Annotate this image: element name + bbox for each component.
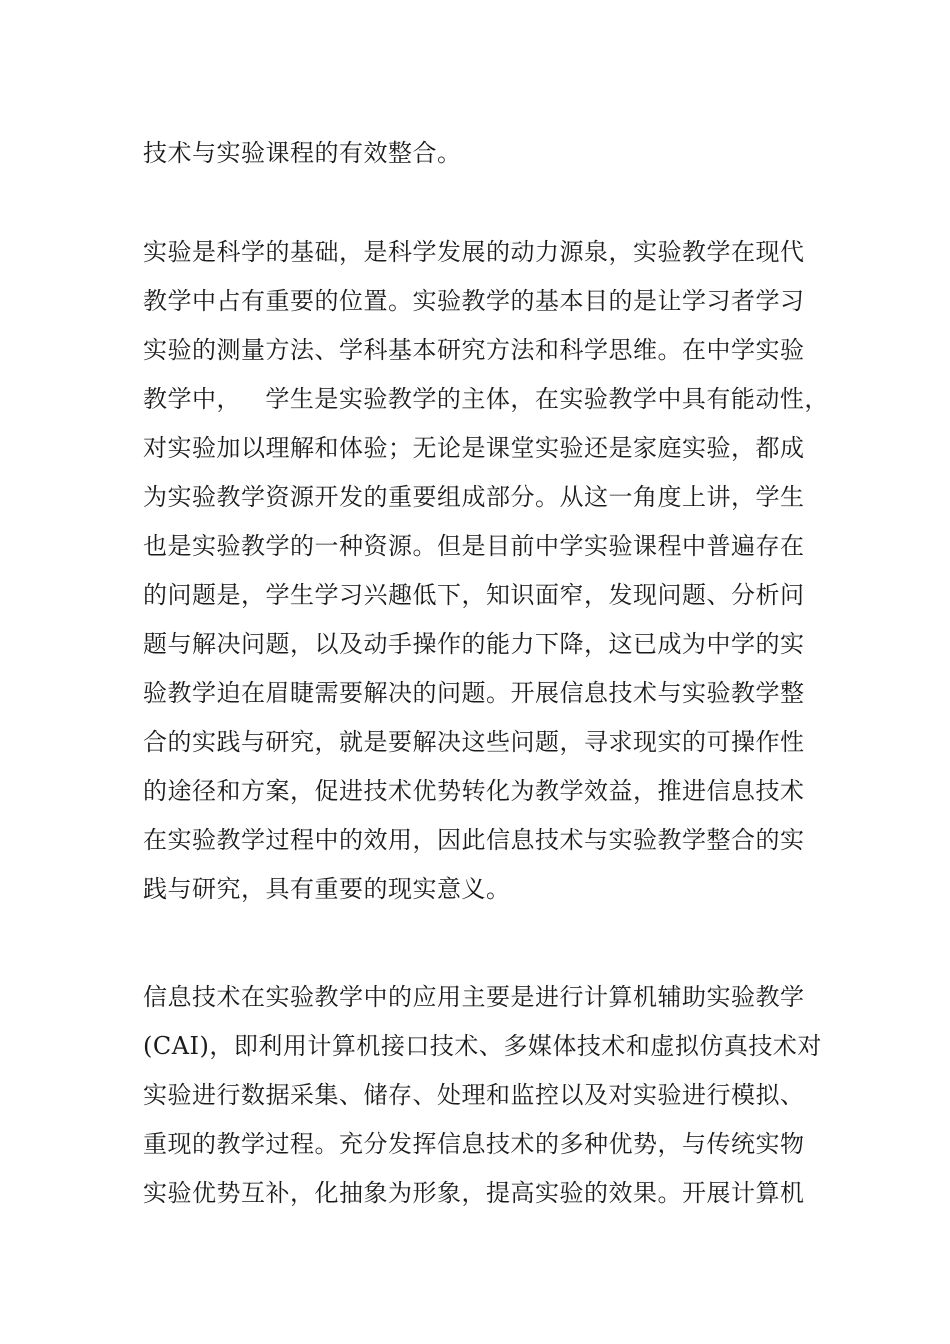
text-line: 为实验教学资源开发的重要组成部分。从这一角度上讲，学生 [143,483,805,511]
text-line: 合的实践与研究，就是要解决这些问题，寻求现实的可操作性 [143,728,805,756]
paragraph-experiment-teaching [143,228,843,914]
text-line: 实验优势互补，化抽象为形象，提高实验的效果。开展计算机 [143,1179,805,1207]
text-line: 验教学迫在眉睫需要解决的问题。开展信息技术与实验教学整 [143,679,805,707]
text-line: 实验进行数据采集、储存、处理和监控以及对实验进行模拟、 [143,1081,805,1109]
paragraph-intro-tail [143,129,843,178]
text-line: 践与研究，具有重要的现实意义。 [143,875,511,903]
text-line: 教学中， 学生是实验教学的主体，在实验教学中具有能动性， [143,385,829,413]
text-line: (CAI)，即利用计算机接口技术、多媒体技术和虚拟仿真技术对 [143,1032,822,1060]
text-line: 对实验加以理解和体验；无论是课堂实验还是家庭实验，都成 [143,434,805,462]
text-line: 也是实验教学的一种资源。但是目前中学实验课程中普遍存在 [143,532,805,560]
paragraph-information-technology [143,973,843,1218]
text-line: 在实验教学过程中的效用，因此信息技术与实验教学整合的实 [143,826,805,854]
text-line: 重现的教学过程。充分发挥信息技术的多种优势，与传统实物 [143,1130,805,1158]
text-line: 信息技术在实验教学中的应用主要是进行计算机辅助实验教学 [143,983,805,1011]
text-line: 技术与实验课程的有效整合。 [143,139,462,167]
text-line: 题与解决问题，以及动手操作的能力下降，这已成为中学的实 [143,630,805,658]
text-line: 的问题是，学生学习兴趣低下，知识面窄，发现问题、分析问 [143,581,805,609]
text-line: 实验的测量方法、学科基本研究方法和科学思维。在中学实验 [143,336,805,364]
text-line: 的途径和方案，促进技术优势转化为教学效益，推进信息技术 [143,777,805,805]
text-line: 实验是科学的基础，是科学发展的动力源泉，实验教学在现代 [143,238,805,266]
text-line: 教学中占有重要的位置。实验教学的基本目的是让学习者学习 [143,287,805,315]
